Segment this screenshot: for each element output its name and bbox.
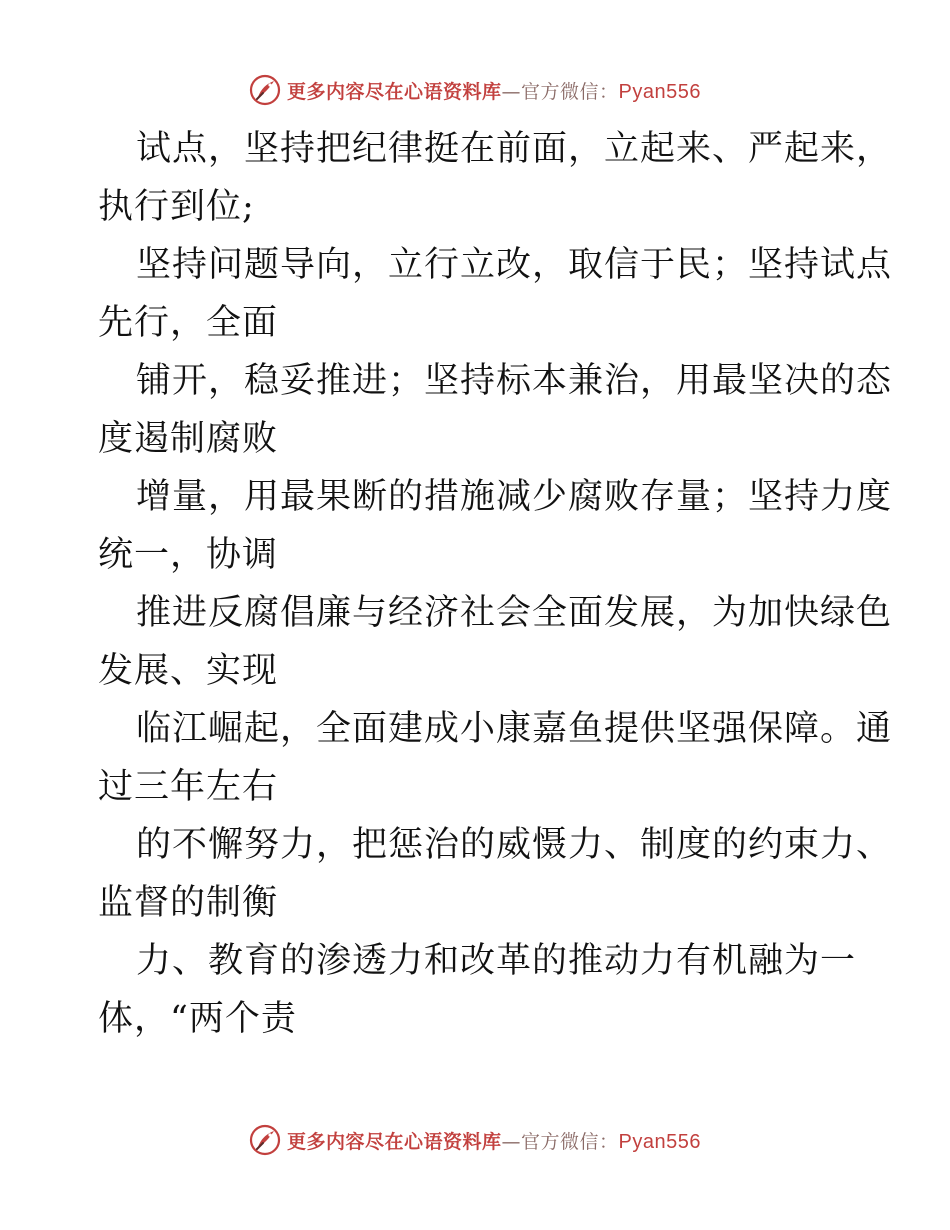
document-body (98, 120, 893, 1048)
footer-banner-text (287, 1127, 701, 1154)
header-banner-wechat-id: Pyan556 (618, 80, 701, 103)
body-line-3: 坚持问题导向，立行立改，取信于民；坚持试点 (136, 245, 893, 285)
body-line-13: 的不懈努力，把惩治的威慑力、制度的约束力、 (136, 825, 893, 865)
footer-banner[interactable] (0, 1120, 950, 1160)
header-banner-lead: 更多内容尽在心语资料库 (287, 80, 502, 103)
header-banner-wechat: 官方微信： (521, 80, 619, 103)
footer-banner-lead: 更多内容尽在心语资料库 (287, 1130, 502, 1153)
footer-banner-wechat-id: Pyan556 (618, 1130, 701, 1153)
header-banner-text (287, 77, 701, 104)
footer-banner-wechat: 官方微信： (521, 1130, 619, 1153)
body-line-7: 增量，用最果断的措施减少腐败存量；坚持力度 (136, 477, 893, 517)
body-line-2: 执行到位; (98, 187, 255, 227)
body-line-11: 临江崛起，全面建成小康嘉鱼提供坚强保障。通 (136, 709, 893, 749)
body-line-15: 力、教育的渗透力和改革的推动力有机融为一 (136, 941, 857, 981)
body-line-6: 度遏制腐败 (98, 419, 279, 459)
body-line-16: 体，“两个责 (98, 999, 297, 1039)
body-line-14: 监督的制衡 (98, 883, 279, 923)
body-line-10: 发展、实现 (98, 651, 279, 691)
feather-pen-logo-icon (249, 1124, 281, 1156)
body-line-12: 过三年左右 (98, 767, 279, 807)
body-line-8: 统一，协调 (98, 535, 279, 575)
body-line-9: 推进反腐倡廉与经济社会全面发展，为加快绿色 (136, 593, 893, 633)
header-banner[interactable] (0, 70, 950, 110)
body-line-4: 先行，全面 (98, 303, 279, 343)
body-line-1: 试点，坚持把纪律挺在前面，立起来、严起来， (136, 129, 893, 169)
footer-banner-dash: — (501, 1130, 522, 1153)
feather-pen-logo-icon (249, 74, 281, 106)
header-banner-dash: — (501, 80, 522, 103)
body-line-5: 铺开，稳妥推进；坚持标本兼治，用最坚决的态 (136, 361, 893, 401)
